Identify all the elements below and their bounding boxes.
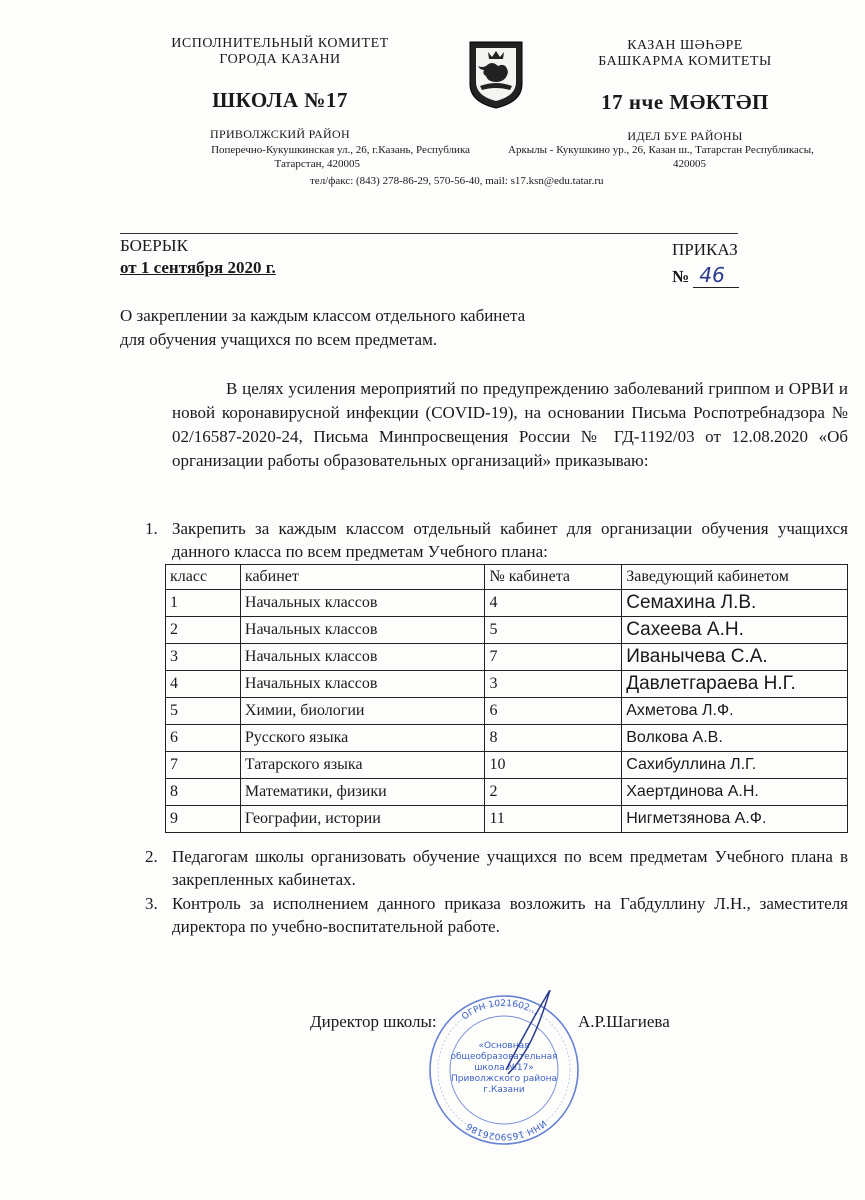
item-number: 2.	[145, 847, 158, 866]
item-text: Закрепить за каждым классом отдельный кабинет для организации обучения учащихся данного класса по всем предметам Учебного плана:	[172, 519, 848, 561]
table-row	[166, 752, 848, 779]
header-right	[520, 38, 850, 144]
order-subject	[120, 304, 525, 352]
cell-cabinet: Начальных классов	[240, 644, 485, 671]
subject-line-2: для обучения учащихся по всем предметам.	[120, 330, 438, 349]
table-row	[166, 590, 848, 617]
cell-manager: Сахеева А.Н.	[622, 617, 848, 644]
header-left	[120, 36, 440, 142]
stamp-inn: ИНН 1659026186	[464, 1117, 548, 1142]
cell-number: 3	[485, 671, 622, 698]
table-row	[166, 725, 848, 752]
cell-manager: Ахметова Л.Ф.	[622, 698, 848, 725]
left-address	[150, 143, 470, 171]
cell-manager: Семахина Л.В.	[622, 590, 848, 617]
table-header-row	[166, 565, 848, 590]
cell-number: 5	[485, 617, 622, 644]
right-address-line-1: Аркылы - Кукушкино ур., 26, Казан ш., Татарстан Республикасы,	[508, 144, 814, 156]
item-text: Педагогам школы организовать обучение учащихся по всем предметам Учебного плана в закрепленных кабинетах.	[172, 847, 848, 889]
order-number	[672, 263, 739, 287]
header-manager: Заведующий кабинетом	[622, 565, 848, 590]
cell-class: 5	[166, 698, 241, 725]
table-row	[166, 806, 848, 833]
boeryk-label: БОЕРЫК	[120, 236, 188, 255]
cell-class: 6	[166, 725, 241, 752]
cabinet-table	[165, 564, 848, 833]
stamp-center-5: г.Казани	[483, 1085, 525, 1095]
left-org-line-2: ГОРОДА КАЗАНИ	[219, 52, 341, 67]
cell-number: 2	[485, 779, 622, 806]
cell-class: 9	[166, 806, 241, 833]
cell-class: 8	[166, 779, 241, 806]
cell-number: 6	[485, 698, 622, 725]
cell-number: 4	[485, 590, 622, 617]
school-stamp-icon	[424, 990, 584, 1145]
right-address-line-2: 420005	[673, 158, 706, 170]
table-row	[166, 779, 848, 806]
right-address	[508, 143, 865, 171]
table-row	[166, 671, 848, 698]
cell-cabinet: Русского языка	[240, 725, 485, 752]
cell-cabinet: Географии, истории	[240, 806, 485, 833]
order-item-3	[145, 892, 848, 938]
cell-class: 1	[166, 590, 241, 617]
preamble	[172, 377, 848, 473]
cell-class: 3	[166, 644, 241, 671]
cell-class: 7	[166, 752, 241, 779]
cell-class: 4	[166, 671, 241, 698]
stamp-center-4: Приволжского района	[451, 1074, 557, 1084]
header-cabinet-number: № кабинета	[485, 565, 622, 590]
stamp-center-3: школа №17»	[474, 1063, 534, 1073]
right-district: ИДЕЛ БУЕ РАЙОНЫ	[627, 129, 743, 143]
left-district: ПРИВОЛЖСКИЙ РАЙОН	[210, 127, 350, 141]
cell-manager: Волкова А.В.	[622, 725, 848, 752]
left-address-line-1: Поперечно-Кукушкинская ул., 26, г.Казань, Республика	[211, 144, 470, 156]
table-row	[166, 617, 848, 644]
number-label: №	[672, 267, 690, 286]
cell-cabinet: Начальных классов	[240, 590, 485, 617]
kazan-emblem-icon	[466, 40, 526, 110]
item-number: 1.	[145, 519, 158, 538]
subject-line-1: О закреплении за каждым классом отдельного кабинета	[120, 306, 526, 325]
item-number: 3.	[145, 894, 158, 913]
signature-name: А.Р.Шагиева	[578, 1012, 670, 1031]
number-value: 46	[693, 263, 738, 288]
cell-manager: Хаертдинова А.Н.	[622, 779, 848, 806]
cell-manager: Сахибуллина Л.Г.	[622, 752, 848, 779]
right-org-line-2: БАШКАРМА КОМИТЕТЫ	[598, 54, 772, 69]
cell-number: 8	[485, 725, 622, 752]
header-divider	[120, 233, 738, 234]
cell-manager: Иванычева С.А.	[622, 644, 848, 671]
cell-number: 10	[485, 752, 622, 779]
header-cabinet: кабинет	[240, 565, 485, 590]
stamp-center-2: общеобразовательная	[450, 1052, 558, 1062]
cell-number: 7	[485, 644, 622, 671]
right-org-line-1: КАЗАН ШӘҺӘРЕ	[627, 38, 743, 53]
order-date: от 1 сентября 2020 г.	[120, 258, 276, 277]
cell-cabinet: Татарского языка	[240, 752, 485, 779]
prikaz-label: ПРИКАЗ	[672, 240, 738, 259]
left-org-line-1: ИСПОЛНИТЕЛЬНЫЙ КОМИТЕТ	[171, 36, 389, 51]
contacts: тел/факс: (843) 278-86-29, 570-56-40, mail: s17.ksn@edu.tatar.ru	[310, 175, 604, 187]
right-school-name: 17 нче МӘКТӘП	[601, 90, 769, 114]
cell-cabinet: Начальных классов	[240, 671, 485, 698]
stamp-center-1: «Основная	[478, 1041, 530, 1051]
cell-manager: Давлетгараева Н.Г.	[622, 671, 848, 698]
preamble-text: В целях усиления мероприятий по предупреждению заболеваний гриппом и ОРВИ и новой коронавирусной инфекции (COVID-19), на основании Письма Роспотребнадзора № 02/16587-2020-24, Письма Минпросвещения России № ГД-1192/03 от 12.08.2020 «Об организации работы образовательных организаций» приказываю:	[172, 379, 848, 470]
table-row	[166, 644, 848, 671]
signature-title: Директор школы:	[310, 1012, 437, 1031]
stamp-ogrn: ОГРН 1021602...	[460, 998, 540, 1023]
left-school-name: ШКОЛА №17	[212, 88, 348, 112]
cell-manager: Нигметзянова А.Ф.	[622, 806, 848, 833]
item-text: Контроль за исполнением данного приказа возложить на Габдуллину Л.Н., заместителя директора по учебно-воспитательной работе.	[172, 894, 848, 936]
table-row	[166, 698, 848, 725]
cell-cabinet: Математики, физики	[240, 779, 485, 806]
cell-number: 11	[485, 806, 622, 833]
order-item-2	[145, 845, 848, 891]
cell-cabinet: Начальных классов	[240, 617, 485, 644]
order-item-1	[145, 517, 848, 563]
cell-cabinet: Химии, биологии	[240, 698, 485, 725]
header-class: класс	[166, 565, 241, 590]
cell-class: 2	[166, 617, 241, 644]
left-address-line-2: Татарстан, 420005	[274, 158, 360, 170]
